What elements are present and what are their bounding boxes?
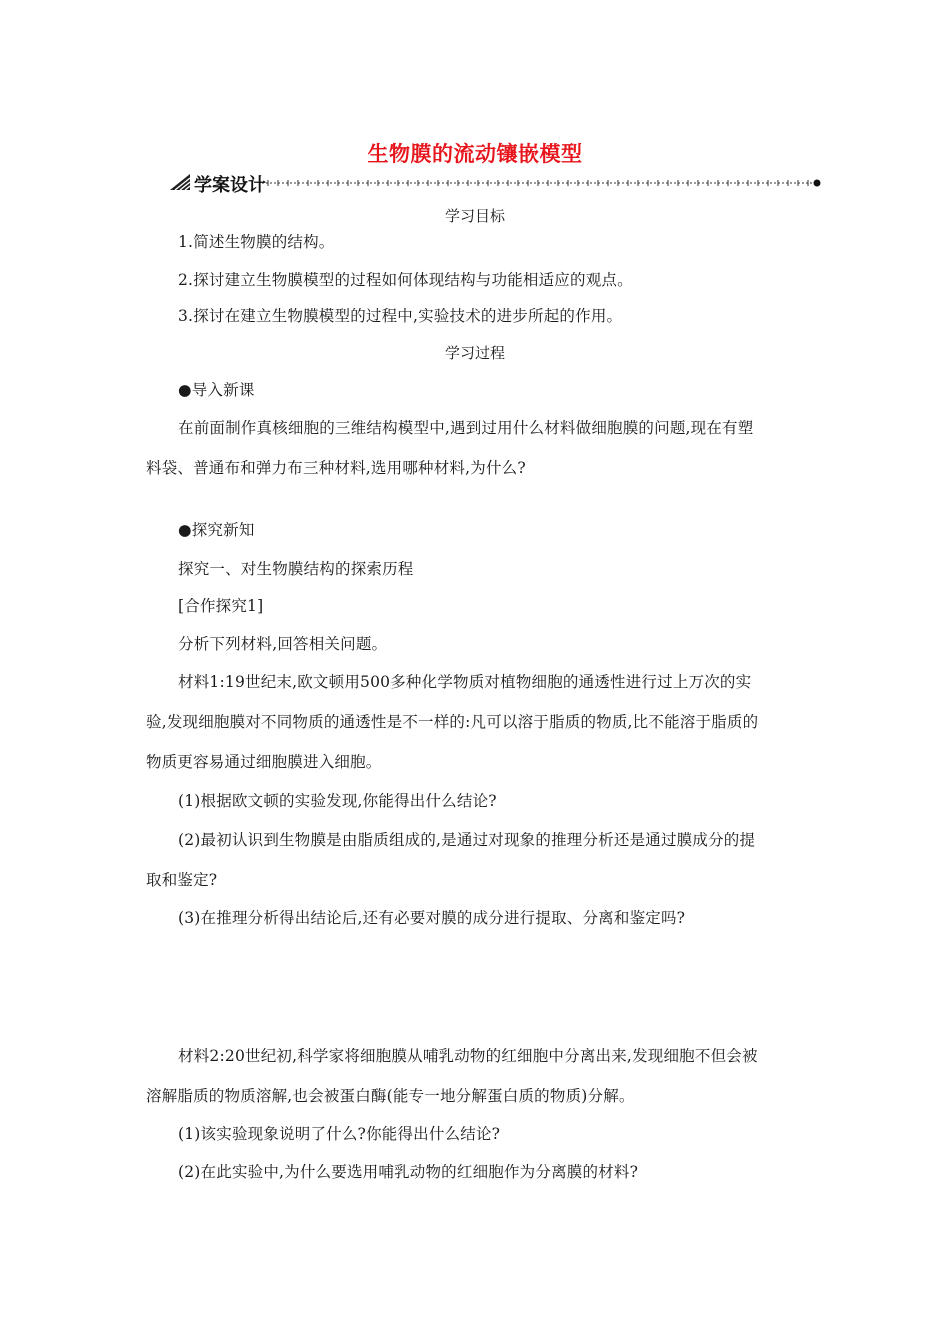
question-line: (2)最初认识到生物膜是由脂质组成的,是通过对现象的推理分析还是通过膜成分的提 xyxy=(178,831,756,849)
section-banner xyxy=(170,170,822,196)
coop-label: [合作探究1] xyxy=(178,597,264,615)
material2-line: 材料2:20世纪初,科学家将细胞膜从哺乳动物的红细胞中分离出来,发现细胞不但会被 xyxy=(178,1047,758,1065)
instruction: 分析下列材料,回答相关问题。 xyxy=(178,635,388,653)
section-heading: 探究一、对生物膜结构的探索历程 xyxy=(178,560,414,578)
material1-line: 验,发现细胞膜对不同物质的通透性是不一样的:凡可以溶于脂质的物质,比不能溶于脂质的 xyxy=(146,713,759,731)
question-line: (1)该实验现象说明了什么?你能得出什么结论? xyxy=(178,1125,501,1143)
material1-line: 物质更容易通过细胞膜进入细胞。 xyxy=(146,753,382,771)
question-line: (1)根据欧文顿的实验发现,你能得出什么结论? xyxy=(178,792,497,810)
banner-label: 学案设计 xyxy=(194,175,266,196)
material2-line: 溶解脂质的物质溶解,也会被蛋白酶(能专一地分解蛋白质的物质)分解。 xyxy=(146,1087,635,1105)
material1-line: 材料1:19世纪末,欧文顿用500多种化学物质对植物细胞的通透性进行过上万次的实 xyxy=(178,673,752,691)
goal-item: 1.简述生物膜的结构。 xyxy=(178,233,335,251)
explore-bullet: ●探究新知 xyxy=(178,521,255,539)
goal-item: 2.探讨建立生物膜模型的过程如何体现结构与功能相适应的观点。 xyxy=(178,271,633,289)
intro-line: 在前面制作真核细胞的三维结构模型中,遇到过用什么材料做细胞膜的问题,现在有塑 xyxy=(178,419,754,437)
question-line: (3)在推理分析得出结论后,还有必要对膜的成分进行提取、分离和鉴定吗? xyxy=(178,909,686,927)
goals-heading: 学习目标 xyxy=(444,207,505,225)
question-line: 取和鉴定? xyxy=(146,871,218,889)
banner-divider xyxy=(262,175,822,191)
question-line: (2)在此实验中,为什么要选用哺乳动物的红细胞作为分离膜的材料? xyxy=(178,1163,639,1181)
divider-end-dot xyxy=(814,180,821,187)
process-heading: 学习过程 xyxy=(444,344,505,362)
intro-bullet: ●导入新课 xyxy=(178,381,255,399)
intro-line: 料袋、普通布和弹力布三种材料,选用哪种材料,为什么? xyxy=(146,459,526,477)
goal-item: 3.探讨在建立生物膜模型的过程中,实验技术的进步所起的作用。 xyxy=(178,307,623,325)
page-title: 生物膜的流动镶嵌模型 xyxy=(367,142,583,166)
triangle-hatched-icon xyxy=(170,174,190,190)
